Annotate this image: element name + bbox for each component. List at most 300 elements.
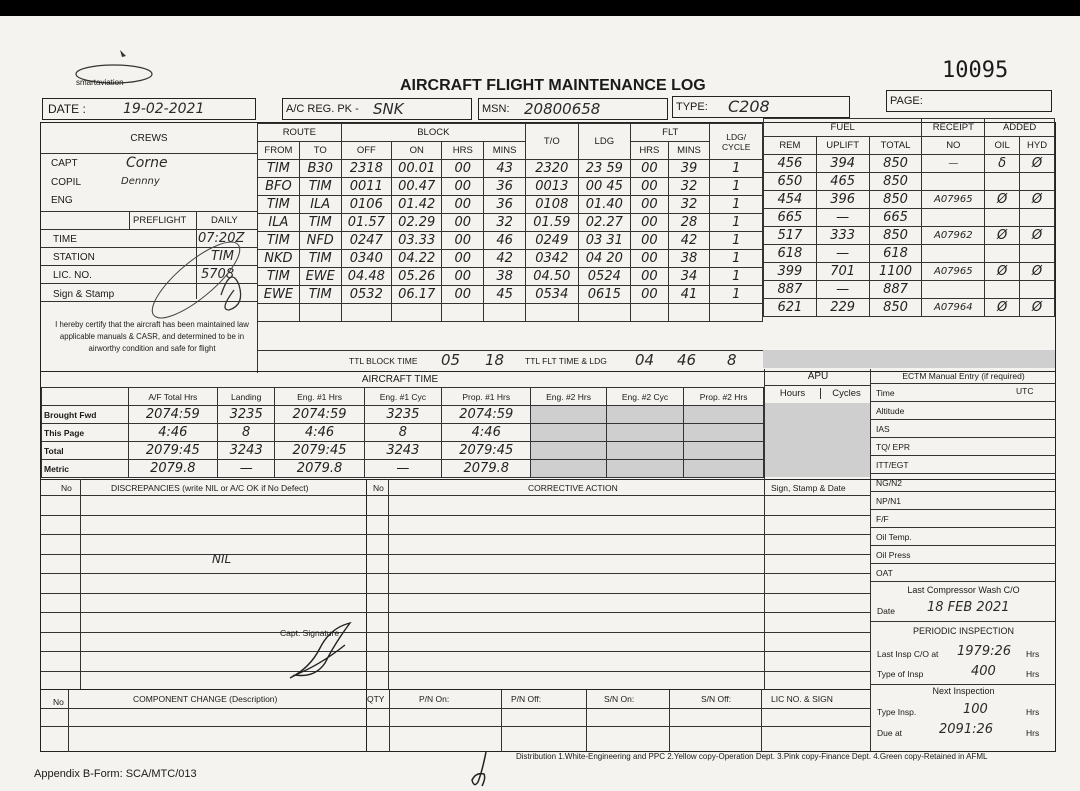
ruled-line (41, 593, 870, 594)
flight-cell-off[interactable]: 0532 (341, 286, 391, 304)
ttl-flt-hrs[interactable]: 04 (635, 351, 655, 369)
flight-cell-ldg[interactable]: 23 59 (578, 160, 631, 178)
flights-table (257, 123, 763, 322)
fuel-cell-oil[interactable]: Ø (985, 227, 1020, 245)
flight-cell-off[interactable]: 01.57 (341, 214, 391, 232)
flight-row (258, 196, 763, 214)
ectm-row[interactable]: Altitude (871, 401, 1056, 419)
at-cell-e1h[interactable]: 2074:59 (275, 406, 364, 424)
top-black-border (0, 0, 1080, 16)
at-cell-p1h[interactable]: 2079:45 (442, 442, 531, 460)
fuel-cell-receipt[interactable]: A07965 (922, 263, 985, 281)
at-row (42, 442, 764, 460)
flight-cell-takeoff[interactable]: 2320 (526, 160, 579, 178)
on-header: ON (392, 142, 442, 160)
fuel-cell-uplift[interactable]: — (816, 281, 869, 299)
flight-cell-cycle[interactable]: 1 (710, 214, 763, 232)
hyd-header: HYD (1020, 137, 1055, 155)
fuel-cell-hyd[interactable]: Ø (1020, 263, 1055, 281)
flight-cell-hrs[interactable]: 00 (442, 286, 484, 304)
fuel-row (764, 281, 1055, 299)
compressor-section: Last Compressor Wash C/O Date 18 FEB 2021 (870, 581, 1056, 622)
flight-cell-fmins[interactable]: 32 (668, 178, 710, 196)
apu-section (764, 369, 871, 479)
discrepancy-entry[interactable]: NIL (212, 552, 232, 566)
flight-cell-on[interactable]: 06.17 (392, 286, 442, 304)
flight-row (258, 232, 763, 250)
at-cell-e1c[interactable]: 8 (364, 424, 442, 442)
fuel-cell-uplift[interactable]: — (816, 245, 869, 263)
at-cell-p1h[interactable]: 4:46 (442, 424, 531, 442)
flight-cell-from[interactable]: NKD (258, 250, 300, 268)
flight-cell-fhrs[interactable]: 00 (631, 160, 669, 178)
flight-cell-fhrs[interactable]: 00 (631, 268, 669, 286)
next-type-value[interactable]: 100 (963, 702, 988, 717)
flight-cell-fmins[interactable] (668, 304, 710, 322)
flight-cell-fhrs[interactable]: 00 (631, 178, 669, 196)
flight-cell-ldg[interactable]: 0615 (578, 286, 631, 304)
ectm-row[interactable]: Oil Temp. (871, 527, 1056, 545)
fuel-cell-hyd[interactable]: Ø (1020, 299, 1055, 317)
totals-shade (763, 350, 1055, 368)
form-id: Appendix B-Form: SCA/MTC/013 (34, 768, 197, 780)
fuel-cell-receipt[interactable] (922, 281, 985, 299)
at-cell-e1h[interactable]: 4:46 (275, 424, 364, 442)
flight-cell-fhrs[interactable]: 00 (631, 286, 669, 304)
fuel-cell-rem[interactable]: 456 (764, 155, 817, 173)
ruled-line (41, 612, 870, 613)
flight-cell-hrs[interactable]: 00 (442, 196, 484, 214)
fuel-cell-total[interactable]: 1100 (869, 263, 922, 281)
at-header: Eng. #1 Cyc (364, 388, 442, 406)
page-title: AIRCRAFT FLIGHT MAINTENANCE LOG (400, 77, 706, 94)
daily-label: DAILY (211, 215, 238, 226)
ldg-cycle-header: LDG/ CYCLE (710, 124, 763, 160)
flight-cell-mins[interactable]: 42 (484, 250, 526, 268)
at-cell-landing[interactable]: 3235 (217, 406, 275, 424)
at-cell-shaded (531, 460, 606, 478)
flight-cell-off[interactable]: 0106 (341, 196, 391, 214)
fuel-cell-hyd[interactable]: Ø (1020, 155, 1055, 173)
block-hrs-header: HRS (442, 142, 484, 160)
ttl-block-mins[interactable]: 18 (485, 351, 505, 369)
apu-title: APU (807, 371, 829, 382)
fuel-cell-receipt[interactable]: — (922, 155, 985, 173)
flight-cell-on[interactable]: 01.42 (392, 196, 442, 214)
at-cell-shaded (531, 424, 606, 442)
at-cell-shaded (684, 406, 764, 424)
flight-cell-cycle[interactable]: 1 (710, 286, 763, 304)
at-row (42, 406, 764, 424)
receipt-header: RECEIPT (922, 119, 985, 137)
flight-cell-cycle[interactable]: 1 (710, 268, 763, 286)
flight-cell-on[interactable]: 05.26 (392, 268, 442, 286)
flight-cell-off[interactable]: 0340 (341, 250, 391, 268)
flight-cell-on[interactable]: 02.29 (392, 214, 442, 232)
flight-row (258, 214, 763, 232)
flight-cell-to[interactable] (299, 304, 341, 322)
flight-cell-from[interactable]: EWE (258, 286, 300, 304)
at-cell-e1h[interactable]: 2079:45 (275, 442, 364, 460)
fuel-cell-uplift[interactable]: 229 (816, 299, 869, 317)
block-mins-header: MINS (484, 142, 526, 160)
fuel-cell-receipt[interactable]: A07965 (922, 191, 985, 209)
flight-cell-from[interactable]: TIM (258, 196, 300, 214)
type-insp-value[interactable]: 400 (971, 664, 996, 679)
at-cell-e1c[interactable]: 3235 (364, 406, 442, 424)
at-header: A/F Total Hrs (128, 388, 217, 406)
flight-cell-ldg[interactable]: 04 20 (578, 250, 631, 268)
msn-field[interactable]: MSN: 20800658 (478, 98, 668, 120)
ldg-header: LDG (578, 124, 631, 160)
flight-cell-ldg[interactable] (578, 304, 631, 322)
fuel-cell-uplift[interactable]: 396 (816, 191, 869, 209)
flight-cell-ldg[interactable]: 00 45 (578, 178, 631, 196)
fuel-cell-hyd[interactable]: Ø (1020, 191, 1055, 209)
flight-cell-off[interactable] (341, 304, 391, 322)
ruled-line (41, 671, 870, 672)
fuel-cell-hyd[interactable] (1020, 281, 1055, 299)
flight-cell-mins[interactable] (484, 304, 526, 322)
ttl-ldg[interactable]: 8 (727, 351, 737, 369)
at-cell-shaded (684, 442, 764, 460)
stamp-signature-icon (141, 235, 261, 325)
flight-cell-fhrs[interactable]: 00 (631, 196, 669, 214)
from-header: FROM (258, 142, 300, 160)
sign-stamp-label: Sign & Stamp (53, 289, 115, 300)
oil-header: OIL (985, 137, 1020, 155)
fuel-cell-total[interactable]: 850 (869, 173, 922, 191)
due-at-value[interactable]: 2091:26 (939, 722, 994, 737)
at-header: Landing (217, 388, 275, 406)
flight-cell-cycle[interactable] (710, 304, 763, 322)
flight-cell-takeoff[interactable]: 04.50 (526, 268, 579, 286)
takeoff-header: T/O (526, 124, 579, 160)
at-header: Eng. #2 Cyc (606, 388, 684, 406)
fuel-row (764, 209, 1055, 227)
component-section: No COMPONENT CHANGE (Description) QTY P/N On: P/N Off: S/N On: S/N Off: LIC NO. & SIGN (41, 689, 870, 752)
flight-cell-from[interactable]: TIM (258, 268, 300, 286)
added-header: ADDED (985, 119, 1055, 137)
fuel-cell-uplift[interactable]: 465 (816, 173, 869, 191)
flt-header: FLT (631, 124, 710, 142)
rem-header: REM (764, 137, 817, 155)
flight-cell-off[interactable]: 0011 (341, 178, 391, 196)
station-label: STATION (53, 252, 95, 263)
fuel-row (764, 299, 1055, 317)
flight-cell-to[interactable]: TIM (299, 214, 341, 232)
ectm-row[interactable]: ITT/EGT (871, 455, 1056, 473)
flight-cell-from[interactable]: TIM (258, 232, 300, 250)
fuel-cell-rem[interactable]: 618 (764, 245, 817, 263)
lic-label: LIC. NO. (53, 270, 92, 281)
ttl-block-hrs[interactable]: 05 (441, 351, 461, 369)
flight-cell-takeoff[interactable]: 0534 (526, 286, 579, 304)
fuel-row (764, 263, 1055, 281)
flight-cell-mins[interactable]: 43 (484, 160, 526, 178)
fuel-cell-oil[interactable] (985, 281, 1020, 299)
flight-cell-from[interactable]: TIM (258, 160, 300, 178)
fuel-cell-hyd[interactable] (1020, 245, 1055, 263)
flight-cell-hrs[interactable]: 00 (442, 160, 484, 178)
at-cell-e1h[interactable]: 2079.8 (275, 460, 364, 478)
ttl-flt-label: TTL FLT TIME & LDG (525, 356, 607, 366)
flight-cell-fhrs[interactable]: 00 (631, 214, 669, 232)
fuel-cell-hyd[interactable]: Ø (1020, 227, 1055, 245)
flight-row (258, 178, 763, 196)
at-cell-label: Total (42, 442, 129, 460)
flight-cell-to[interactable]: TIM (299, 250, 341, 268)
flight-cell-from[interactable] (258, 304, 300, 322)
fuel-cell-hyd[interactable] (1020, 173, 1055, 191)
at-row (42, 424, 764, 442)
time-value[interactable]: 07:20Z (198, 231, 245, 246)
ectm-row[interactable]: NG/N2 (871, 473, 1056, 491)
at-cell-e1c[interactable]: 3243 (364, 442, 442, 460)
flight-cell-mins[interactable]: 45 (484, 286, 526, 304)
ruled-line (41, 554, 870, 555)
at-cell-label: Metric (42, 460, 129, 478)
fuel-cell-total[interactable]: 887 (869, 281, 922, 299)
flight-cell-cycle[interactable]: 1 (710, 250, 763, 268)
flight-cell-on[interactable]: 04.22 (392, 250, 442, 268)
station-value[interactable]: TIM (211, 249, 234, 264)
fuel-cell-receipt[interactable]: A07964 (922, 299, 985, 317)
ectm-row[interactable]: Oil Press (871, 545, 1056, 563)
flight-cell-on[interactable]: 00.01 (392, 160, 442, 178)
fuel-header: FUEL (764, 119, 922, 137)
at-cell-shaded (684, 424, 764, 442)
copil-label: COPIL (51, 177, 82, 188)
flight-cell-fmins[interactable]: 32 (668, 196, 710, 214)
distribution-note: Distribution 1.White-Engineering and PPC 2.Yellow copy-Operation Dept. 3.Pink copy-Finance Dept. 4.Green copy-Retained in AFML (516, 752, 988, 761)
fuel-row (764, 245, 1055, 263)
preflight-label: PREFLIGHT (133, 215, 187, 226)
ruled-line (41, 651, 870, 652)
fuel-cell-rem[interactable]: 665 (764, 209, 817, 227)
flight-cell-takeoff[interactable]: 0108 (526, 196, 579, 214)
at-cell-af[interactable]: 2074:59 (128, 406, 217, 424)
fuel-cell-rem[interactable]: 621 (764, 299, 817, 317)
flight-cell-mins[interactable]: 32 (484, 214, 526, 232)
flt-mins-header: MINS (668, 142, 710, 160)
flight-cell-mins[interactable]: 36 (484, 196, 526, 214)
flight-cell-fmins[interactable]: 42 (668, 232, 710, 250)
last-insp-value[interactable]: 1979:26 (957, 644, 1012, 659)
ruled-line (41, 573, 870, 574)
ectm-row[interactable]: F/F (871, 509, 1056, 527)
fuel-cell-rem[interactable]: 517 (764, 227, 817, 245)
at-cell-landing[interactable]: — (217, 460, 275, 478)
fuel-cell-oil[interactable]: Ø (985, 299, 1020, 317)
periodic-section: PERIODIC INSPECTION Last Insp C/O at 1979:26 Hrs Type of Insp 400 Hrs Next Inspection Type Insp. 100 Hrs Due at 2091:26 Hrs (870, 621, 1056, 752)
at-cell-af[interactable]: 4:46 (128, 424, 217, 442)
ectm-row[interactable]: NP/N1 (871, 491, 1056, 509)
flight-cell-fmins[interactable]: 28 (668, 214, 710, 232)
ttl-flt-mins[interactable]: 46 (677, 351, 697, 369)
fuel-cell-rem[interactable]: 887 (764, 281, 817, 299)
at-cell-landing[interactable]: 3243 (217, 442, 275, 460)
fuel-cell-oil[interactable] (985, 209, 1020, 227)
at-cell-af[interactable]: 2079.8 (128, 460, 217, 478)
flight-row (258, 286, 763, 304)
at-cell-shaded (606, 460, 684, 478)
at-cell-shaded (684, 460, 764, 478)
fuel-cell-total[interactable]: 850 (869, 299, 922, 317)
fuel-cell-rem[interactable]: 399 (764, 263, 817, 281)
at-header: Eng. #2 Hrs (531, 388, 606, 406)
flight-row (258, 304, 763, 322)
at-cell-shaded (606, 442, 684, 460)
fuel-cell-total[interactable]: 618 (869, 245, 922, 263)
fuel-cell-total[interactable]: 850 (869, 227, 922, 245)
at-cell-e1c[interactable]: — (364, 460, 442, 478)
flight-cell-fmins[interactable]: 34 (668, 268, 710, 286)
fuel-cell-receipt[interactable] (922, 173, 985, 191)
flight-cell-cycle[interactable]: 1 (710, 160, 763, 178)
ectm-utc: UTC (1016, 386, 1034, 396)
flight-cell-fhrs[interactable] (631, 304, 669, 322)
flight-cell-ldg[interactable]: 02.27 (578, 214, 631, 232)
ectm-row[interactable]: IAS (871, 419, 1056, 437)
flight-row (258, 268, 763, 286)
ectm-title: ECTM Manual Entry (if required) (902, 371, 1025, 381)
type-field[interactable]: TYPE: C208 (672, 96, 850, 118)
ectm-row[interactable]: TQ/ EPR (871, 437, 1056, 455)
flight-cell-fmins[interactable]: 39 (668, 160, 710, 178)
at-header: Prop. #2 Hrs (684, 388, 764, 406)
off-header: OFF (341, 142, 391, 160)
flight-cell-hrs[interactable]: 00 (442, 178, 484, 196)
at-cell-label: This Page (42, 424, 129, 442)
at-header: Prop. #1 Hrs (442, 388, 531, 406)
flight-cell-cycle[interactable]: 1 (710, 178, 763, 196)
flight-cell-takeoff[interactable]: 0013 (526, 178, 579, 196)
at-cell-p1h[interactable]: 2074:59 (442, 406, 531, 424)
fuel-cell-rem[interactable]: 650 (764, 173, 817, 191)
capt-signature-label: Capt. Signature (280, 628, 340, 638)
flight-cell-cycle[interactable]: 1 (710, 196, 763, 214)
flight-cell-fhrs[interactable]: 00 (631, 232, 669, 250)
fuel-cell-uplift[interactable]: 394 (816, 155, 869, 173)
fuel-cell-uplift[interactable]: 701 (816, 263, 869, 281)
date-field[interactable]: DATE : 19-02-2021 (42, 98, 256, 120)
acreg-field[interactable]: A/C REG. PK - SNK (282, 98, 472, 120)
fuel-cell-receipt[interactable]: A07962 (922, 227, 985, 245)
block-header: BLOCK (341, 124, 525, 142)
flight-cell-mins[interactable]: 38 (484, 268, 526, 286)
receipt-no-header: NO (922, 137, 985, 155)
flight-cell-ldg[interactable]: 03 31 (578, 232, 631, 250)
flight-cell-fhrs[interactable]: 00 (631, 250, 669, 268)
fuel-cell-oil[interactable]: δ (985, 155, 1020, 173)
capt-value[interactable]: Corne (126, 155, 168, 171)
flight-cell-to[interactable]: EWE (299, 268, 341, 286)
flight-cell-off[interactable]: 04.48 (341, 268, 391, 286)
flight-cell-hrs[interactable]: 00 (442, 232, 484, 250)
at-header: Eng. #1 Hrs (275, 388, 364, 406)
time-label: TIME (53, 234, 77, 245)
ectm-section (870, 369, 1056, 581)
flight-cell-cycle[interactable]: 1 (710, 232, 763, 250)
eng-label: ENG (51, 195, 73, 206)
compressor-date[interactable]: 18 FEB 2021 (927, 600, 1010, 615)
fuel-cell-receipt[interactable] (922, 209, 985, 227)
flight-cell-takeoff[interactable]: 01.59 (526, 214, 579, 232)
flight-row (258, 250, 763, 268)
at-cell-shaded (606, 406, 684, 424)
flight-cell-mins[interactable]: 36 (484, 178, 526, 196)
flight-row (258, 160, 763, 178)
fuel-cell-total[interactable]: 665 (869, 209, 922, 227)
flight-cell-from[interactable]: BFO (258, 178, 300, 196)
flight-cell-hrs[interactable]: 00 (442, 268, 484, 286)
at-cell-af[interactable]: 2079:45 (128, 442, 217, 460)
fuel-cell-total[interactable]: 850 (869, 155, 922, 173)
flight-cell-ldg[interactable]: 01.40 (578, 196, 631, 214)
fuel-cell-uplift[interactable]: — (816, 209, 869, 227)
at-cell-label: Brought Fwd (42, 406, 129, 424)
at-cell-p1h[interactable]: 2079.8 (442, 460, 531, 478)
flight-cell-on[interactable] (392, 304, 442, 322)
ectm-row[interactable]: OAT (871, 563, 1056, 581)
fuel-cell-uplift[interactable]: 333 (816, 227, 869, 245)
flight-cell-fmins[interactable]: 41 (668, 286, 710, 304)
fuel-cell-oil[interactable] (985, 245, 1020, 263)
flight-cell-takeoff[interactable] (526, 304, 579, 322)
flight-cell-on[interactable]: 03.33 (392, 232, 442, 250)
fuel-cell-total[interactable]: 850 (869, 191, 922, 209)
ectm-row[interactable]: Time (871, 383, 1056, 401)
flight-cell-to[interactable]: TIM (299, 178, 341, 196)
flight-cell-to[interactable]: TIM (299, 286, 341, 304)
flight-cell-from[interactable]: ILA (258, 214, 300, 232)
fuel-cell-oil[interactable]: Ø (985, 191, 1020, 209)
flight-cell-hrs[interactable] (442, 304, 484, 322)
fuel-cell-oil[interactable]: Ø (985, 263, 1020, 281)
fuel-row (764, 173, 1055, 191)
ruled-line (41, 515, 870, 516)
fuel-row (764, 227, 1055, 245)
page-field[interactable]: PAGE: (886, 90, 1052, 112)
flight-cell-ldg[interactable]: 0524 (578, 268, 631, 286)
fuel-row (764, 191, 1055, 209)
flight-cell-off[interactable]: 0247 (341, 232, 391, 250)
flight-cell-mins[interactable]: 46 (484, 232, 526, 250)
at-cell-landing[interactable]: 8 (217, 424, 275, 442)
at-cell-shaded (606, 424, 684, 442)
flight-cell-takeoff[interactable]: 0249 (526, 232, 579, 250)
flight-cell-on[interactable]: 00.47 (392, 178, 442, 196)
flight-cell-to[interactable]: B30 (299, 160, 341, 178)
fuel-cell-receipt[interactable] (922, 245, 985, 263)
copil-value[interactable]: Dennny (121, 176, 160, 187)
fuel-cell-rem[interactable]: 454 (764, 191, 817, 209)
route-header: ROUTE (258, 124, 342, 142)
flight-cell-hrs[interactable]: 00 (442, 214, 484, 232)
fuel-cell-oil[interactable] (985, 173, 1020, 191)
flight-cell-fmins[interactable]: 38 (668, 250, 710, 268)
lic-value[interactable]: 5708 (201, 267, 235, 282)
flight-cell-off[interactable]: 2318 (341, 160, 391, 178)
crew-section (41, 123, 257, 371)
flight-cell-to[interactable]: ILA (299, 196, 341, 214)
flight-cell-hrs[interactable]: 00 (442, 250, 484, 268)
flight-cell-takeoff[interactable]: 0342 (526, 250, 579, 268)
fuel-cell-hyd[interactable] (1020, 209, 1055, 227)
at-cell-shaded (531, 442, 606, 460)
flight-cell-to[interactable]: NFD (299, 232, 341, 250)
